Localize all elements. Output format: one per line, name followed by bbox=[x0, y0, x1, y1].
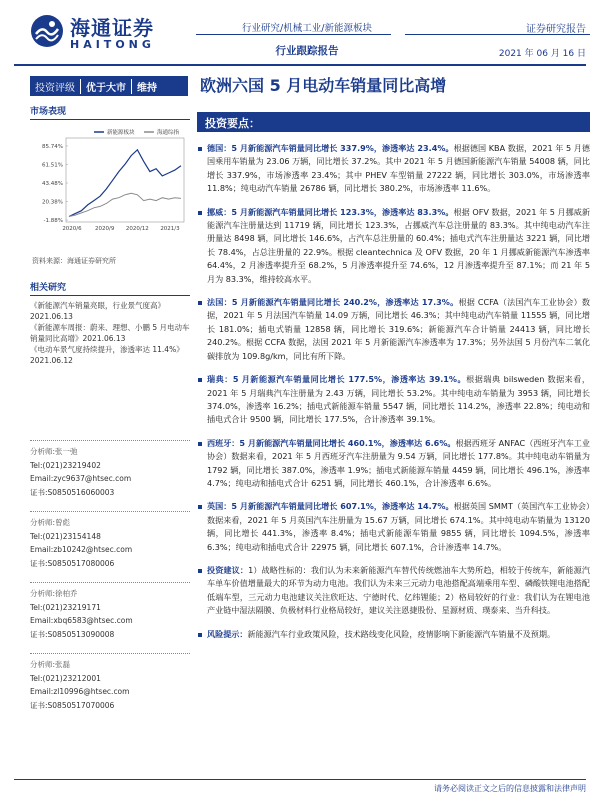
related-item: 2021.06.13 bbox=[30, 312, 73, 321]
analyst-tel: Tel:(021)23219171 bbox=[30, 602, 101, 612]
analyst-email[interactable]: Email:zyc9637@htsec.com bbox=[30, 474, 132, 483]
x-tick-label: 2020/6 bbox=[62, 226, 82, 232]
analyst-cert: 证书:S0850517080006 bbox=[30, 558, 115, 568]
point-norway bbox=[197, 206, 590, 286]
analyst-tel: Tel:(021)23219402 bbox=[30, 460, 101, 470]
sidebar bbox=[30, 104, 190, 366]
analyst-email[interactable]: Email:zl10996@htsec.com bbox=[30, 687, 130, 696]
related-item[interactable]: 《新能源车周报：蔚来、理想、小鹏 5 月电动车销量同比高增》2021.06.13 bbox=[30, 323, 190, 343]
series-line bbox=[69, 193, 181, 216]
header-rule bbox=[14, 64, 586, 66]
market-title: 市场表现 bbox=[30, 104, 190, 120]
analyst-card bbox=[30, 440, 190, 499]
rating-change: 维持 bbox=[137, 82, 157, 94]
market-chart bbox=[30, 124, 190, 244]
x-tick-label: 2020/12 bbox=[125, 226, 149, 232]
point-body: 根据西班牙 ANFAC（西班牙汽车工业协会）数据来看，2021 年 5 月西班牙汽车注册量为 9.54 万辆，同比增长 177.8%。其中纯电动车销量为 1792 辆，同比增长 387.0%，渗透率 1.9%；插电式新能源车销量 4459 辆，同比增长 496.1%，渗透率 4.7%；纯电动和插电式合计 6251 辆，同比增长 460.1%，合计渗透率 6.6%。 bbox=[207, 437, 591, 488]
main-content bbox=[197, 112, 590, 651]
investment-points bbox=[197, 142, 590, 641]
haitong-logo-icon bbox=[30, 14, 64, 48]
investment-points-title: 投资要点： bbox=[197, 112, 590, 132]
point-risk bbox=[197, 628, 590, 641]
analyst-card bbox=[30, 582, 190, 641]
analyst-cert: 证书:S0850513090008 bbox=[30, 629, 115, 639]
point-lead: 英国：5 月新能源汽车销量同比增长 607.1%，渗透率达 14.7%。 bbox=[207, 501, 454, 512]
analyst-list bbox=[30, 440, 190, 724]
report-type: 行业跟踪报告 bbox=[275, 45, 339, 57]
chart-frame bbox=[66, 138, 184, 222]
legend-label: 新能源板块 bbox=[107, 130, 135, 136]
point-body: 根据 CCFA（法国汽车工业协会）数据，2021 年 5 月法国汽车销量 14.09 万辆，同比增长 46.3%；其中纯电动汽车销量 11555 辆，同比增长 181.0%；插电式销量 12858 辆，同比增长 319.6%；新能源汽车合计销量 24413 辆，同比增长 240.2%。根据 CCFA 数据，法国 2021 年 5 月新能源汽车渗透率为 17.3%；另外法国 5 月份汽车二氧化碳排放为 109.8g/km，同比有所下降。 bbox=[207, 297, 590, 361]
bullet-icon bbox=[198, 633, 202, 637]
point-lead: 法国：5 月新能源汽车销量同比增长 240.2%，渗透率达 17.3%。 bbox=[207, 297, 459, 308]
logo-cn-text: 海通证券 bbox=[70, 16, 154, 40]
point-lead: 风险提示： bbox=[207, 628, 248, 639]
point-body: 根据瑞典 bilsweden 数据来看，2021 年 5 月瑞典汽车注册量为 2.43 万辆，同比增长 53.2%。其中纯电动车销量为 3953 辆，同比增长 374.0%，渗透率 16.2%；插电式新能源车销量 5547 辆，同比增长 114.2%，渗透率 22.8%；纯电动和插电式合计 9500 辆，同比增长 177.5%，合计渗透率 39.1%。 bbox=[207, 374, 590, 425]
y-tick-label: 61.51% bbox=[42, 162, 63, 169]
point-lead: 西班牙：5 月新能源汽车销量同比增长 460.1%，渗透率达 6.6%。 bbox=[207, 437, 456, 448]
bullet-icon bbox=[198, 211, 202, 215]
page-title: 欧洲六国 5 月电动车销量同比高增 bbox=[200, 76, 447, 95]
market-chart-svg bbox=[30, 124, 190, 244]
analyst-tel: Tel:(021)23154148 bbox=[30, 531, 101, 541]
analyst-cert: 证书:S0850516060003 bbox=[30, 487, 115, 497]
point-lead: 投资建议： bbox=[207, 564, 249, 575]
bullet-icon bbox=[198, 378, 202, 382]
report-header bbox=[0, 0, 600, 58]
bullet-icon bbox=[198, 442, 202, 446]
analyst-card bbox=[30, 653, 190, 712]
related-item[interactable]: 《新能源汽车销量亮眼，行业景气度高》 bbox=[30, 301, 165, 310]
point-body: 1）战略性标的：我们认为未来新能源汽车替代传统燃油车大势所趋，相较于传统车，新能源汽车单车价值增量最大的环节为动力电池。我们认为未来三元动力电池搭配高端乘用车型、磷酸铁锂电池搭配低端车型，三元动力电池建议关注欣旺达、宁德时代、亿纬锂能；2）格局较好的行业：我们认为在锂电池产业链中湿法隔膜、负极材料行业格局较好，建议关注恩捷股份、星源材质、璞泰来、当升科技。 bbox=[207, 564, 590, 616]
point-body: 根据 OFV 数据，2021 年 5 月挪威新能源汽车注册量达到 11719 辆，同比增长 123.3%，占挪威汽车总注册量的 83.3%。其中纯电动汽车注册量达 8498 辆，同比增长 146.6%，占汽车总注册量的 60.4%；插电式汽车注册量达 3221 辆，同比增长 78.4%，占总注册量的 22.9%。根据 cleantechnica 及 OFV 数据，20 年 1 月挪威新能源汽车渗透率 64.4%，2 月渗透率提升至 68.2%，5 月渗透率提升至 74.6%，12 月渗透率提升至 87.1%；而 21 年 5 月为 83.3%，维持较高水平。 bbox=[207, 206, 590, 284]
analyst-name: 分析师:曾彪 bbox=[30, 518, 71, 527]
report-category: 行业研究/机械工业/新能源板块 bbox=[242, 23, 372, 34]
point-lead: 挪威：5 月新能源汽车销量同比增长 123.3%，渗透率达 83.3%。 bbox=[207, 206, 454, 217]
rating-box bbox=[30, 76, 188, 96]
x-tick-label: 2021/3 bbox=[160, 226, 180, 232]
rating-label: 投资评级 bbox=[35, 82, 75, 94]
point-body: 根据德国 KBA 数据，2021 年 5 月德国乘用车销量为 23.06 万辆，同比增长 37.2%。其中 2021 年 5 月德国新能源汽车销量 54008 辆，同比增长 337.9%，市场渗透率 23.4%；其中 PHEV 车型销量 27222 辆，同比增长 303.0%，市场渗透率 11.8%；纯电动汽车销量 26786 辆，同比增长 380.2%，市场渗透率 11.6%。 bbox=[207, 143, 590, 194]
bullet-icon bbox=[198, 505, 202, 509]
analyst-cert: 证书:S0850517070006 bbox=[30, 700, 115, 710]
y-tick-label: 85.74% bbox=[42, 144, 63, 150]
bullet-icon bbox=[198, 301, 202, 305]
bullet-icon bbox=[198, 147, 202, 151]
point-investment-advice bbox=[197, 564, 590, 618]
logo-en-text: HAITONG bbox=[70, 38, 155, 51]
analyst-name: 分析师:张磊 bbox=[30, 660, 71, 669]
footer-disclaimer: 请务必阅读正文之后的信息披露和法律声明 bbox=[434, 784, 586, 793]
analyst-email[interactable]: Email:zb10242@htsec.com bbox=[30, 545, 133, 554]
rating-value: 优于大市 bbox=[80, 79, 132, 94]
analyst-tel: Tel:(021)23212001 bbox=[30, 673, 101, 683]
bullet-icon bbox=[198, 569, 202, 573]
point-germany bbox=[197, 142, 590, 196]
analyst-card bbox=[30, 511, 190, 570]
related-title: 相关研究 bbox=[30, 280, 190, 296]
related-list bbox=[30, 300, 190, 366]
series-line bbox=[69, 150, 181, 217]
chart-source: 资料来源：海通证券研究所 bbox=[32, 257, 116, 265]
point-uk bbox=[197, 500, 590, 554]
analyst-name: 分析师:张一弛 bbox=[30, 447, 78, 456]
point-sweden bbox=[197, 373, 590, 427]
point-body: 根据英国 SMMT（英国汽车工业协会）数据来看，2021 年 5 月英国汽车注册量为 15.67 万辆，同比增长 674.1%。其中纯电动车销量为 13120 辆，同比增长 441.3%，渗透率 8.4%；插电式新能源车销量 9855 辆，同比增长 1094.5%，渗透率 6.3%；纯电动和插电式合计 22975 辆，同比增长 607.1%，合计渗透率 14.7%。 bbox=[207, 501, 590, 552]
report-class: 证券研究报告 bbox=[526, 24, 586, 35]
y-tick-label: 20.38% bbox=[42, 199, 63, 206]
legend-label: 海通综指 bbox=[157, 130, 180, 136]
analyst-name: 分析师:徐柏乔 bbox=[30, 589, 78, 598]
point-lead: 瑞典：5 月新能源汽车销量同比增长 177.5%，渗透率达 39.1%。 bbox=[207, 374, 467, 385]
footer-rule bbox=[14, 779, 586, 780]
point-france bbox=[197, 296, 590, 363]
report-date: 2021 年 06 月 16 日 bbox=[498, 49, 586, 59]
y-tick-label: 43.48% bbox=[42, 181, 63, 187]
y-tick-label: -1.88% bbox=[43, 218, 63, 224]
point-lead: 德国：5 月新能源汽车销量同比增长 337.9%，渗透率达 23.4%。 bbox=[207, 143, 454, 153]
analyst-email[interactable]: Email:xbq6583@htsec.com bbox=[30, 616, 133, 625]
company-logo bbox=[30, 12, 180, 56]
x-tick-label: 2020/9 bbox=[94, 226, 115, 232]
point-spain bbox=[197, 437, 590, 491]
point-body: 新能源汽车行业政策风险，技术路线变化风险，疫情影响下新能源汽车销量不及预期。 bbox=[247, 628, 556, 639]
related-item[interactable]: 《电动车景气度持续提升，渗透率达 11.4%》2021.06.12 bbox=[30, 345, 184, 365]
